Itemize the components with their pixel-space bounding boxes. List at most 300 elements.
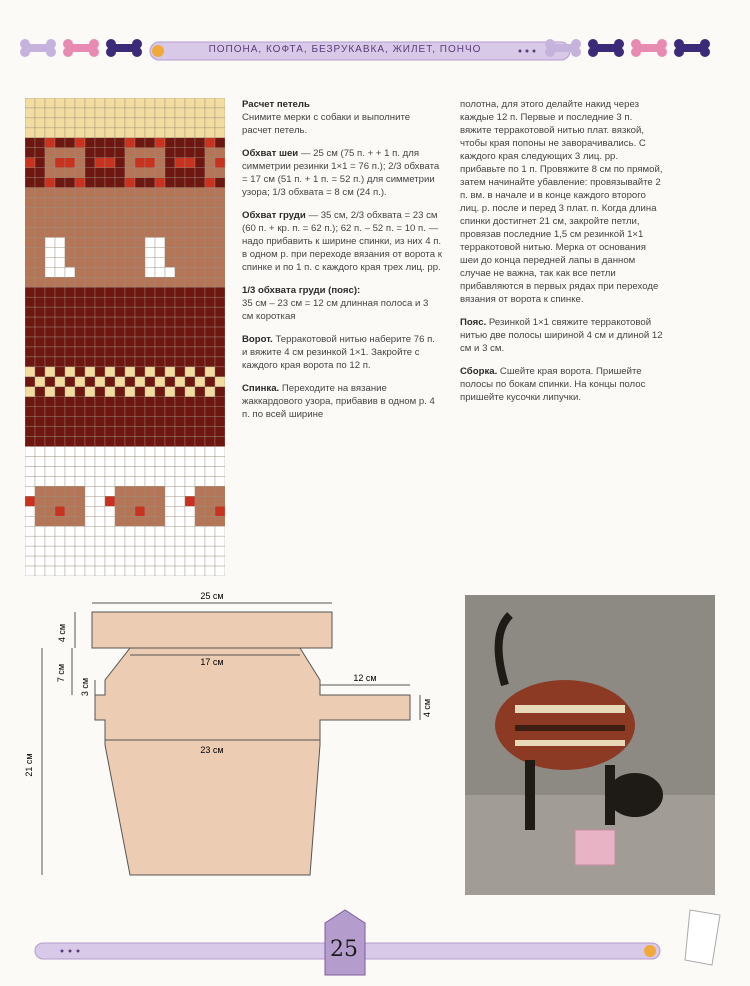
chart-cell	[65, 98, 75, 108]
chart-cell	[105, 98, 115, 108]
chart-cell	[125, 397, 135, 407]
footer-ribbon	[0, 905, 750, 981]
chart-cell	[75, 427, 85, 437]
chart-cell	[115, 496, 125, 506]
chart-cell	[215, 178, 225, 188]
chart-cell	[55, 337, 65, 347]
chart-cell	[85, 546, 95, 556]
chart-cell	[35, 267, 45, 277]
chart-cell	[215, 506, 225, 516]
chart-cell	[115, 327, 125, 337]
chart-cell	[85, 128, 95, 138]
chart-cell	[175, 98, 185, 108]
chart-cell	[145, 377, 155, 387]
chart-cell	[35, 417, 45, 427]
chart-cell	[75, 128, 85, 138]
chart-cell	[205, 257, 215, 267]
chart-cell	[185, 506, 195, 516]
chart-cell	[35, 317, 45, 327]
chart-cell	[75, 417, 85, 427]
chart-cell	[25, 188, 35, 198]
chart-cell	[45, 168, 55, 178]
chart-cell	[155, 247, 165, 257]
chart-cell	[175, 457, 185, 467]
chart-cell	[185, 227, 195, 237]
chart-cell	[205, 337, 215, 347]
chart-cell	[185, 188, 195, 198]
chart-cell	[175, 168, 185, 178]
chart-cell	[85, 466, 95, 476]
chart-cell	[165, 227, 175, 237]
chart-cell	[85, 387, 95, 397]
chart-cell	[185, 98, 195, 108]
chart-cell	[135, 377, 145, 387]
chart-cell	[115, 357, 125, 367]
chart-cell	[65, 566, 75, 576]
dim-23-label: 23 см	[200, 745, 224, 755]
chart-cell	[25, 257, 35, 267]
chart-cell	[195, 367, 205, 377]
chart-cell	[205, 387, 215, 397]
chart-cell	[205, 108, 215, 118]
chart-cell	[215, 267, 225, 277]
chart-cell	[135, 188, 145, 198]
chart-cell	[85, 188, 95, 198]
chart-cell	[165, 138, 175, 148]
chart-cell	[25, 237, 35, 247]
chart-cell	[55, 98, 65, 108]
chart-cell	[65, 397, 75, 407]
dim-3-label: 3 см	[80, 677, 90, 697]
chart-cell	[155, 506, 165, 516]
chart-cell	[115, 227, 125, 237]
chart-cell	[105, 486, 115, 496]
chart-cell	[105, 178, 115, 188]
chart-cell	[185, 257, 195, 267]
chart-cell	[125, 108, 135, 118]
chart-cell	[205, 237, 215, 247]
chart-cell	[95, 457, 105, 467]
chart-cell	[85, 168, 95, 178]
chart-cell	[85, 218, 95, 228]
chart-cell	[85, 526, 95, 536]
chart-cell	[125, 188, 135, 198]
chart-cell	[155, 237, 165, 247]
chart-cell	[135, 367, 145, 377]
chart-cell	[135, 427, 145, 437]
chart-cell	[115, 536, 125, 546]
chart-cell	[85, 447, 95, 457]
chart-cell	[145, 457, 155, 467]
chart-cell	[135, 387, 145, 397]
chart-cell	[35, 128, 45, 138]
chart-cell	[185, 218, 195, 228]
chart-cell	[155, 447, 165, 457]
chart-cell	[75, 556, 85, 566]
chart-cell	[25, 516, 35, 526]
chart-cell	[85, 178, 95, 188]
chart-cell	[135, 208, 145, 218]
chart-cell	[105, 267, 115, 277]
chart-cell	[115, 208, 125, 218]
chart-cell	[135, 307, 145, 317]
chart-cell	[25, 357, 35, 367]
chart-cell	[145, 506, 155, 516]
dim-25-label: 25 см	[200, 591, 224, 601]
chart-cell	[135, 178, 145, 188]
chart-cell	[135, 566, 145, 576]
chart-cell	[145, 407, 155, 417]
chart-cell	[175, 387, 185, 397]
chart-cell	[175, 407, 185, 417]
chart-cell	[115, 447, 125, 457]
chart-cell	[165, 347, 175, 357]
chart-cell	[115, 556, 125, 566]
chart-cell	[215, 486, 225, 496]
chart-cell	[105, 476, 115, 486]
chart-cell	[65, 357, 75, 367]
chart-cell	[95, 397, 105, 407]
chart-cell	[35, 566, 45, 576]
chart-cell	[35, 377, 45, 387]
chart-cell	[125, 128, 135, 138]
chart-cell	[155, 128, 165, 138]
chart-cell	[165, 218, 175, 228]
belt-calc-body: 35 см – 23 см = 12 см длинная полоса и 3 см короткая	[242, 298, 429, 322]
chart-cell	[195, 546, 205, 556]
chart-cell	[125, 387, 135, 397]
chart-cell	[215, 277, 225, 287]
chart-cell	[25, 536, 35, 546]
chart-cell	[35, 237, 45, 247]
chart-cell	[95, 337, 105, 347]
chart-cell	[165, 108, 175, 118]
chart-cell	[115, 287, 125, 297]
chart-cell	[215, 307, 225, 317]
chart-cell	[35, 188, 45, 198]
chart-cell	[185, 168, 195, 178]
chart-cell	[45, 218, 55, 228]
chart-cell	[115, 457, 125, 467]
chart-cell	[105, 457, 115, 467]
chart-cell	[125, 496, 135, 506]
chart-cell	[165, 566, 175, 576]
chart-cell	[25, 337, 35, 347]
chart-cell	[135, 237, 145, 247]
dim-12-label: 12 см	[353, 673, 377, 683]
chart-cell	[75, 466, 85, 476]
chart-cell	[55, 108, 65, 118]
chart-cell	[95, 476, 105, 486]
chart-cell	[85, 367, 95, 377]
chart-cell	[115, 188, 125, 198]
chart-cell	[105, 277, 115, 287]
chart-cell	[205, 457, 215, 467]
chart-cell	[105, 407, 115, 417]
chart-cell	[125, 347, 135, 357]
chart-cell	[175, 536, 185, 546]
chart-cell	[75, 437, 85, 447]
chart-cell	[25, 108, 35, 118]
chart-cell	[205, 267, 215, 277]
belt-calc-label: 1/3 обхвата груди (пояс):	[242, 285, 361, 296]
chart-cell	[195, 556, 205, 566]
chart-cell	[95, 427, 105, 437]
chart-cell	[185, 277, 195, 287]
instructions-column-2	[460, 98, 665, 414]
footer-decoration	[0, 905, 750, 981]
chart-cell	[125, 317, 135, 327]
chart-cell	[95, 257, 105, 267]
chart-cell	[85, 566, 95, 576]
chart-cell	[195, 158, 205, 168]
chart-cell	[65, 168, 75, 178]
chart-cell	[215, 317, 225, 327]
chart-cell	[85, 337, 95, 347]
chart-cell	[95, 208, 105, 218]
belt-label: Пояс.	[460, 317, 487, 328]
chart-cell	[215, 417, 225, 427]
chart-cell	[35, 526, 45, 536]
chart-cell	[45, 377, 55, 387]
chart-cell	[165, 257, 175, 267]
chart-cell	[85, 437, 95, 447]
dog-photo	[465, 595, 715, 895]
chart-cell	[185, 486, 195, 496]
chart-cell	[55, 178, 65, 188]
chart-cell	[25, 218, 35, 228]
chart-cell	[185, 407, 195, 417]
chart-cell	[165, 407, 175, 417]
chart-cell	[155, 327, 165, 337]
chart-cell	[105, 297, 115, 307]
chart-cell	[135, 128, 145, 138]
chart-cell	[185, 526, 195, 536]
chart-cell	[155, 566, 165, 576]
chart-cell	[125, 556, 135, 566]
chart-cell	[45, 466, 55, 476]
chart-cell	[115, 118, 125, 128]
chart-cell	[35, 516, 45, 526]
chart-cell	[75, 267, 85, 277]
chart-cell	[45, 556, 55, 566]
chart-cell	[105, 516, 115, 526]
chart-cell	[105, 168, 115, 178]
chart-cell	[25, 556, 35, 566]
chart-cell	[185, 158, 195, 168]
chart-cell	[55, 466, 65, 476]
chart-cell	[215, 526, 225, 536]
chart-cell	[75, 158, 85, 168]
chart-cell	[65, 327, 75, 337]
chart-cell	[115, 277, 125, 287]
chart-cell	[135, 407, 145, 417]
chart-cell	[185, 138, 195, 148]
chart-cell	[45, 317, 55, 327]
dog-in-sweater-image	[465, 595, 715, 895]
chart-cell	[135, 317, 145, 327]
chart-cell	[165, 516, 175, 526]
chart-cell	[165, 427, 175, 437]
chart-cell	[95, 277, 105, 287]
chart-cell	[35, 437, 45, 447]
chart-cell	[105, 536, 115, 546]
chart-cell	[185, 267, 195, 277]
chart-cell	[45, 98, 55, 108]
chart-cell	[165, 148, 175, 158]
chart-cell	[195, 108, 205, 118]
chart-cell	[115, 417, 125, 427]
chart-cell	[145, 158, 155, 168]
dim-21-label: 21 см	[24, 753, 34, 777]
chart-cell	[195, 237, 205, 247]
chart-cell	[205, 367, 215, 377]
chart-cell	[25, 297, 35, 307]
chart-cell	[205, 427, 215, 437]
chart-cell	[195, 476, 205, 486]
chart-cell	[85, 377, 95, 387]
chart-cell	[135, 496, 145, 506]
chart-cell	[75, 457, 85, 467]
chart-cell	[185, 178, 195, 188]
chart-cell	[55, 457, 65, 467]
chart-cell	[95, 506, 105, 516]
chart-cell	[65, 148, 75, 158]
chart-cell	[155, 218, 165, 228]
chart-cell	[205, 536, 215, 546]
chart-cell	[175, 158, 185, 168]
chart-cell	[85, 397, 95, 407]
chart-cell	[195, 407, 205, 417]
chart-cell	[185, 437, 195, 447]
chart-cell	[215, 108, 225, 118]
chart-cell	[205, 397, 215, 407]
chart-cell	[135, 526, 145, 536]
chart-cell	[95, 516, 105, 526]
chart-cell	[75, 307, 85, 317]
chart-cell	[95, 486, 105, 496]
chart-cell	[155, 546, 165, 556]
chart-cell	[105, 496, 115, 506]
chart-cell	[55, 556, 65, 566]
chart-cell	[35, 457, 45, 467]
chart-cell	[205, 158, 215, 168]
chart-cell	[115, 178, 125, 188]
chart-cell	[145, 198, 155, 208]
chart-cell	[125, 218, 135, 228]
chart-cell	[55, 437, 65, 447]
bone-icon	[20, 39, 56, 57]
chart-cell	[165, 307, 175, 317]
chart-cell	[75, 337, 85, 347]
chart-cell	[65, 387, 75, 397]
chart-cell	[165, 496, 175, 506]
chart-cell	[115, 516, 125, 526]
chart-cell	[55, 188, 65, 198]
chart-cell	[145, 337, 155, 347]
chart-cell	[125, 267, 135, 277]
chart-cell	[65, 457, 75, 467]
chart-cell	[75, 247, 85, 257]
chart-cell	[25, 417, 35, 427]
chart-cell	[195, 496, 205, 506]
chart-cell	[135, 417, 145, 427]
chart-cell	[185, 387, 195, 397]
chart-cell	[115, 148, 125, 158]
chart-cell	[165, 247, 175, 257]
chart-cell	[155, 397, 165, 407]
chart-cell	[165, 158, 175, 168]
chart-cell	[165, 357, 175, 367]
chart-cell	[215, 546, 225, 556]
assembly-body: Сшейте края ворота. Пришейте полосы по бокам спинки. На концы полос пришейте кусочки липучки.	[460, 366, 646, 403]
chart-cell	[45, 496, 55, 506]
chart-cell	[65, 496, 75, 506]
chart-cell	[185, 198, 195, 208]
chart-cell	[175, 247, 185, 257]
chart-cell	[125, 437, 135, 447]
chart-cell	[105, 218, 115, 228]
chart-cell	[55, 387, 65, 397]
chart-cell	[115, 546, 125, 556]
chart-cell	[195, 387, 205, 397]
chart-cell	[205, 138, 215, 148]
chart-cell	[55, 227, 65, 237]
chart-cell	[205, 208, 215, 218]
chart-cell	[65, 486, 75, 496]
chart-cell	[25, 168, 35, 178]
chart-cell	[85, 506, 95, 516]
chart-cell	[115, 566, 125, 576]
chart-cell	[45, 447, 55, 457]
neck-label: Обхват шеи	[242, 148, 299, 159]
chart-cell	[125, 466, 135, 476]
chart-cell	[115, 158, 125, 168]
chart-cell	[125, 377, 135, 387]
chart-cell	[85, 198, 95, 208]
chart-cell	[95, 367, 105, 377]
chart-cell	[85, 208, 95, 218]
chart-cell	[45, 148, 55, 158]
chart-cell	[125, 337, 135, 347]
chart-cell	[35, 168, 45, 178]
chart-cell	[135, 556, 145, 566]
chart-cell	[125, 367, 135, 377]
chart-cell	[115, 407, 125, 417]
jacquard-grid	[25, 98, 225, 576]
chart-cell	[125, 118, 135, 128]
chart-cell	[145, 138, 155, 148]
chart-cell	[25, 178, 35, 188]
chart-cell	[175, 198, 185, 208]
chart-cell	[215, 297, 225, 307]
chart-cell	[105, 566, 115, 576]
chart-cell	[145, 178, 155, 188]
chart-cell	[25, 486, 35, 496]
chart-cell	[65, 536, 75, 546]
chart-cell	[215, 347, 225, 357]
chart-cell	[165, 327, 175, 337]
chart-cell	[195, 227, 205, 237]
chart-cell	[145, 327, 155, 337]
chart-cell	[125, 486, 135, 496]
chart-cell	[165, 506, 175, 516]
chart-cell	[145, 237, 155, 247]
chart-cell	[165, 546, 175, 556]
chart-cell	[145, 556, 155, 566]
chart-cell	[95, 148, 105, 158]
chart-cell	[45, 307, 55, 317]
